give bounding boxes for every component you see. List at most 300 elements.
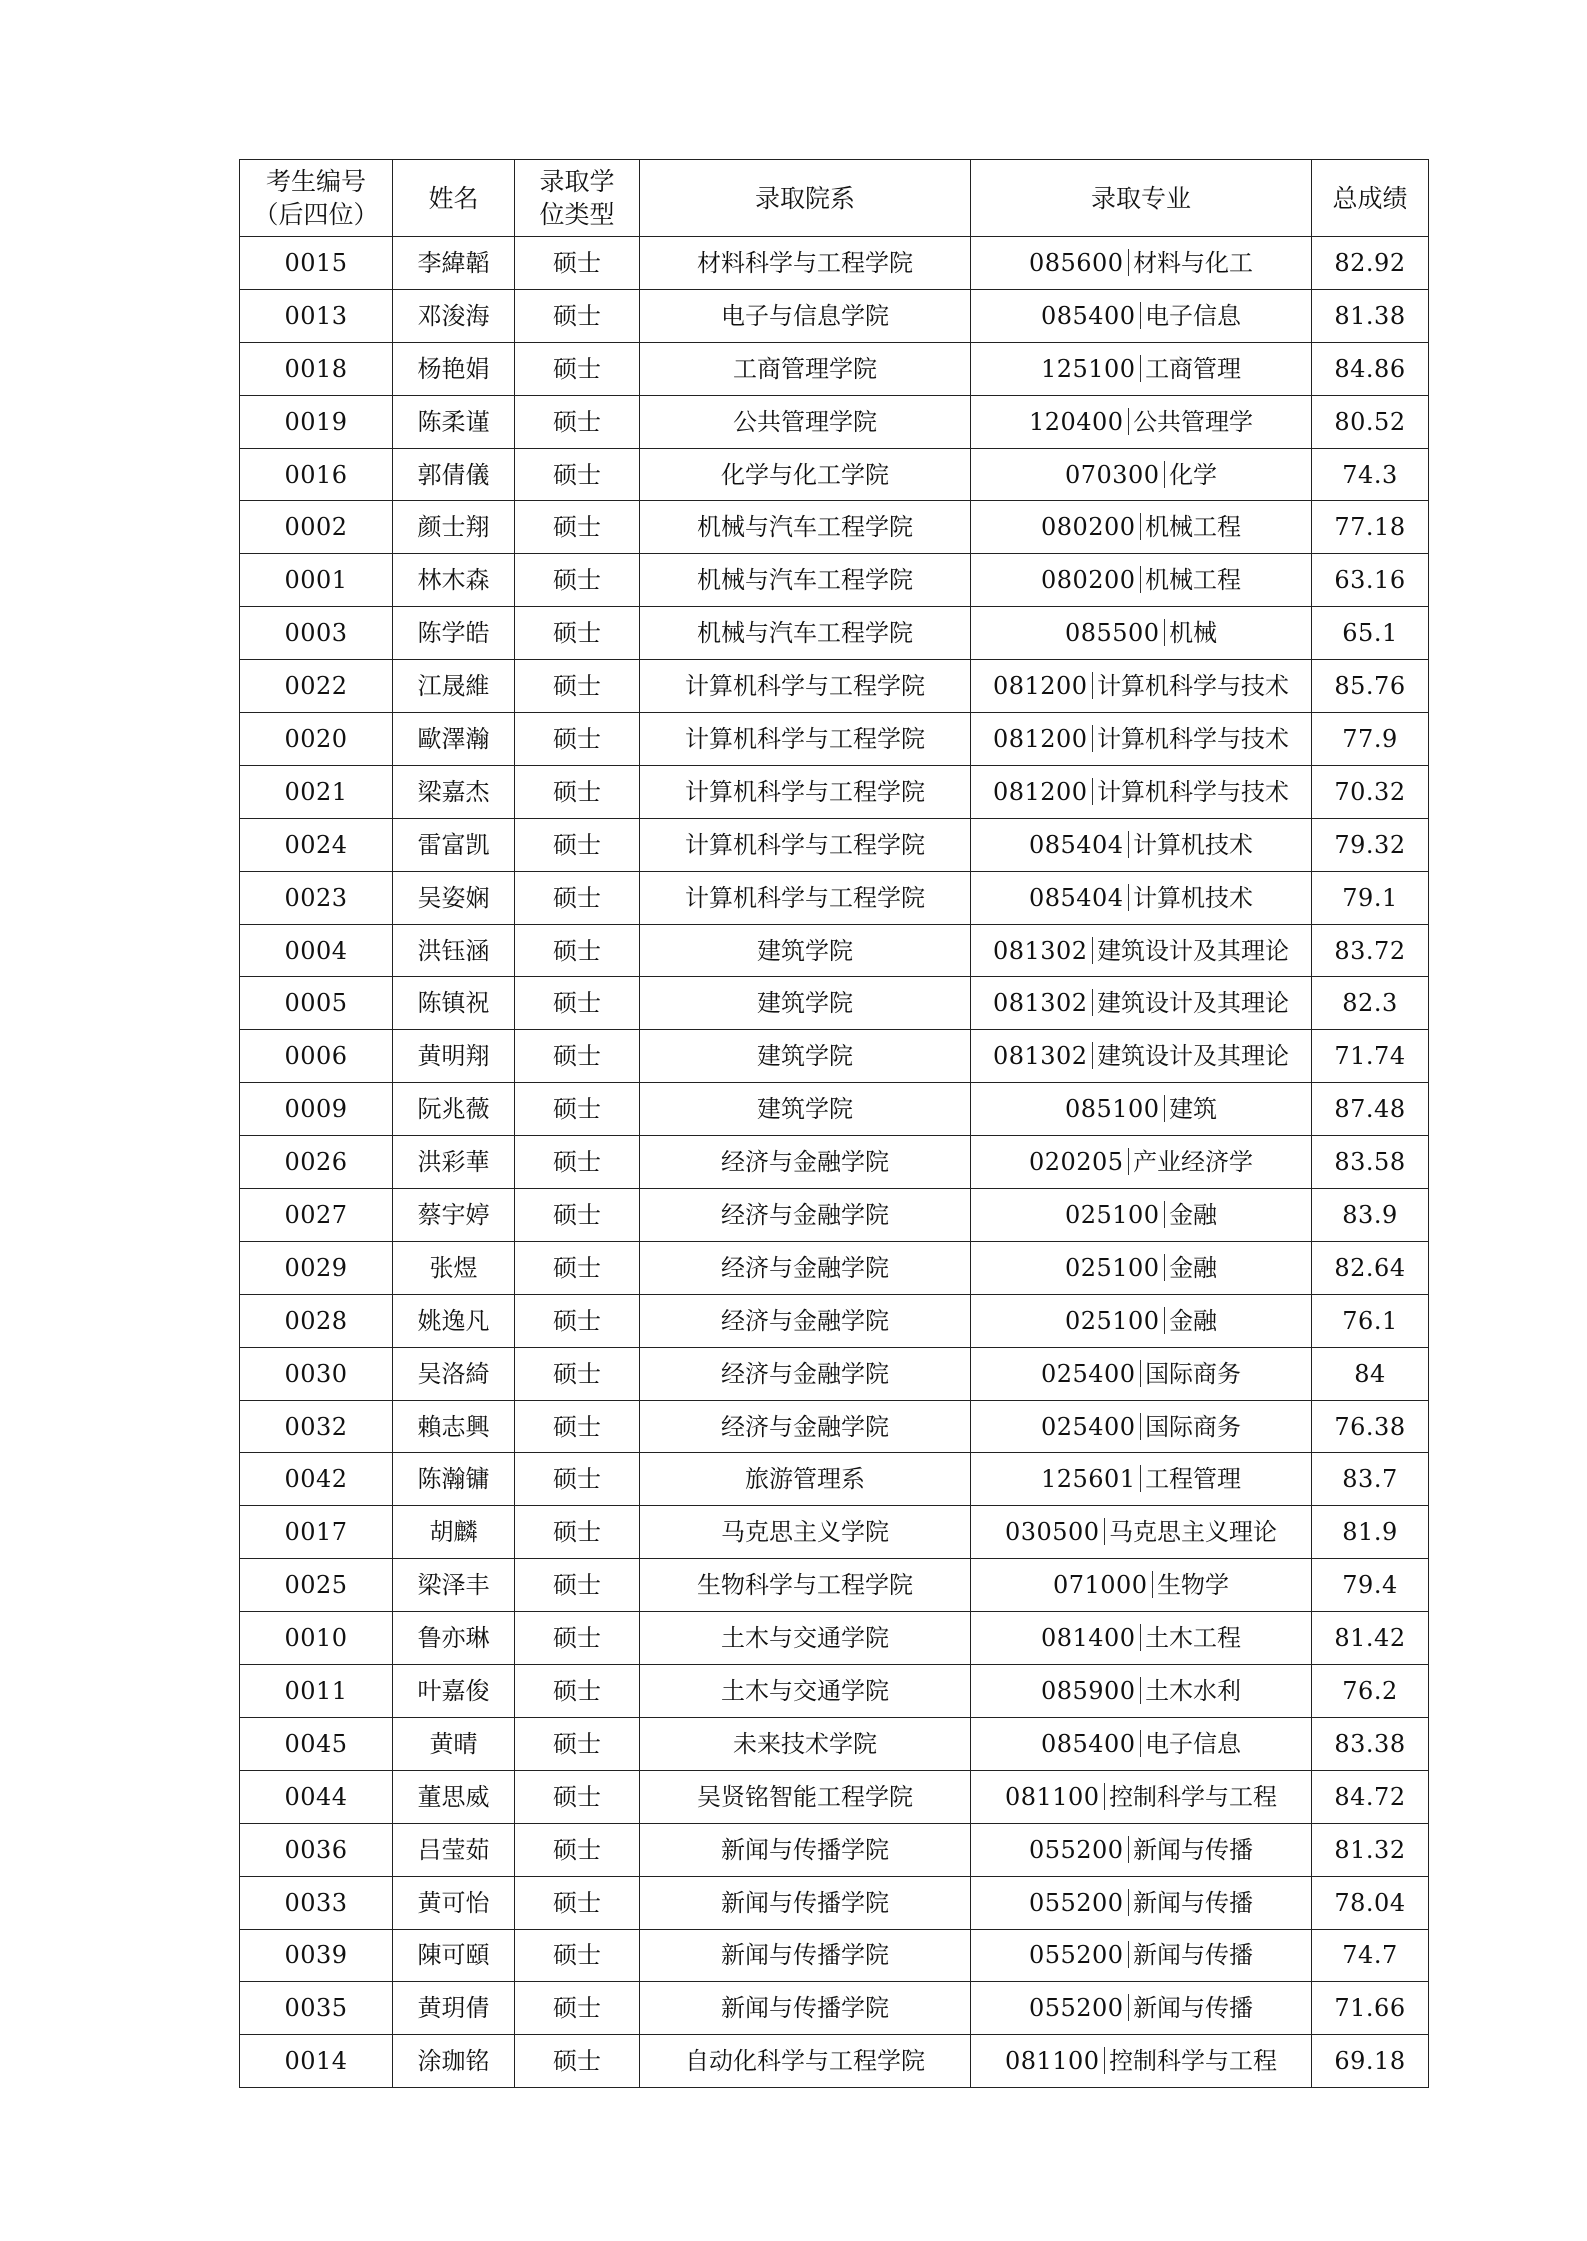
major-name: 计算机技术 bbox=[1133, 883, 1254, 912]
table-row bbox=[240, 660, 1429, 713]
major-cell bbox=[971, 1876, 1312, 1929]
major-code: 055200 bbox=[1028, 1835, 1124, 1864]
name-cell: 蔡宇婷 bbox=[393, 1189, 515, 1242]
name-cell: 郭倩儀 bbox=[393, 448, 515, 501]
name-cell: 歐澤瀚 bbox=[393, 713, 515, 766]
total-score-cell: 71.66 bbox=[1312, 1982, 1429, 2035]
major-separator bbox=[1140, 566, 1142, 593]
major-cell bbox=[971, 1665, 1312, 1718]
candidate-id-cell: 0006 bbox=[240, 1030, 393, 1083]
table-body bbox=[240, 237, 1429, 2088]
name-cell: 胡麟 bbox=[393, 1506, 515, 1559]
department-cell: 生物科学与工程学院 bbox=[640, 1559, 971, 1612]
degree-type-cell: 硕士 bbox=[515, 1030, 640, 1083]
major-code: 081302 bbox=[992, 1042, 1088, 1071]
major-code: 081200 bbox=[992, 777, 1088, 806]
name-cell: 阮兆薇 bbox=[393, 1083, 515, 1136]
major-name: 建筑设计及其理论 bbox=[1097, 936, 1290, 965]
major-separator bbox=[1128, 1148, 1130, 1175]
name-cell: 吴洛綺 bbox=[393, 1347, 515, 1400]
major-name: 金融 bbox=[1169, 1306, 1218, 1335]
major-separator bbox=[1128, 831, 1130, 858]
degree-type-cell: 硕士 bbox=[515, 1559, 640, 1612]
degree-type-cell: 硕士 bbox=[515, 977, 640, 1030]
degree-type-cell: 硕士 bbox=[515, 660, 640, 713]
name-cell: 陳可頤 bbox=[393, 1929, 515, 1982]
degree-type-cell: 硕士 bbox=[515, 1929, 640, 1982]
degree-type-cell: 硕士 bbox=[515, 1136, 640, 1189]
major-separator bbox=[1140, 1465, 1142, 1492]
admission-table bbox=[239, 159, 1429, 2088]
candidate-id-cell: 0020 bbox=[240, 713, 393, 766]
name-cell: 张煜 bbox=[393, 1241, 515, 1294]
candidate-id-cell: 0004 bbox=[240, 924, 393, 977]
major-cell bbox=[971, 1559, 1312, 1612]
candidate-id-cell: 0030 bbox=[240, 1347, 393, 1400]
candidate-id-cell: 0033 bbox=[240, 1876, 393, 1929]
name-cell: 陈镇祝 bbox=[393, 977, 515, 1030]
table-row bbox=[240, 289, 1429, 342]
candidate-id-cell: 0032 bbox=[240, 1400, 393, 1453]
major-cell bbox=[971, 1929, 1312, 1982]
degree-type-cell: 硕士 bbox=[515, 395, 640, 448]
name-cell: 涂珈铭 bbox=[393, 2035, 515, 2088]
candidate-id-cell: 0010 bbox=[240, 1612, 393, 1665]
table-row bbox=[240, 871, 1429, 924]
major-code: 055200 bbox=[1028, 1941, 1124, 1970]
major-separator bbox=[1128, 249, 1130, 276]
table-row bbox=[240, 1665, 1429, 1718]
candidate-id-cell: 0009 bbox=[240, 1083, 393, 1136]
major-separator bbox=[1128, 1836, 1130, 1863]
table-row bbox=[240, 342, 1429, 395]
major-code: 085100 bbox=[1064, 1095, 1160, 1124]
department-cell: 经济与金融学院 bbox=[640, 1347, 971, 1400]
header-total-score: 总成绩 bbox=[1312, 160, 1429, 237]
name-cell: 江晟維 bbox=[393, 660, 515, 713]
table-row bbox=[240, 1823, 1429, 1876]
major-separator bbox=[1140, 1624, 1142, 1651]
name-cell: 黄可怡 bbox=[393, 1876, 515, 1929]
major-cell bbox=[971, 289, 1312, 342]
major-name: 建筑设计及其理论 bbox=[1097, 1042, 1290, 1071]
candidate-id-cell: 0042 bbox=[240, 1453, 393, 1506]
major-name: 新闻与传播 bbox=[1133, 1888, 1254, 1917]
major-name: 工商管理 bbox=[1145, 354, 1242, 383]
header-degree-type-line1: 录取学 bbox=[539, 167, 615, 196]
major-code: 085600 bbox=[1028, 248, 1124, 277]
major-name: 计算机科学与技术 bbox=[1097, 777, 1290, 806]
major-name: 产业经济学 bbox=[1133, 1148, 1254, 1177]
major-code: 081100 bbox=[1004, 2047, 1100, 2076]
major-separator bbox=[1104, 2047, 1106, 2074]
major-cell bbox=[971, 1294, 1312, 1347]
major-code: 085400 bbox=[1040, 1729, 1136, 1758]
candidate-id-cell: 0001 bbox=[240, 554, 393, 607]
table-row bbox=[240, 1030, 1429, 1083]
department-cell: 计算机科学与工程学院 bbox=[640, 765, 971, 818]
major-cell bbox=[971, 607, 1312, 660]
table-row bbox=[240, 1929, 1429, 1982]
major-separator bbox=[1140, 302, 1142, 329]
major-cell bbox=[971, 1823, 1312, 1876]
name-cell: 洪钰涵 bbox=[393, 924, 515, 977]
degree-type-cell: 硕士 bbox=[515, 501, 640, 554]
department-cell: 计算机科学与工程学院 bbox=[640, 713, 971, 766]
candidate-id-cell: 0036 bbox=[240, 1823, 393, 1876]
department-cell: 吴贤铭智能工程学院 bbox=[640, 1770, 971, 1823]
name-cell: 邓浚海 bbox=[393, 289, 515, 342]
major-code: 070300 bbox=[1064, 460, 1160, 489]
candidate-id-cell: 0016 bbox=[240, 448, 393, 501]
major-name: 新闻与传播 bbox=[1133, 1835, 1254, 1864]
major-separator bbox=[1128, 1994, 1130, 2021]
name-cell: 黄玥倩 bbox=[393, 1982, 515, 2035]
major-name: 公共管理学 bbox=[1133, 407, 1254, 436]
major-cell bbox=[971, 1506, 1312, 1559]
table-row bbox=[240, 713, 1429, 766]
candidate-id-cell: 0003 bbox=[240, 607, 393, 660]
degree-type-cell: 硕士 bbox=[515, 554, 640, 607]
major-cell bbox=[971, 1083, 1312, 1136]
name-cell: 李緯韜 bbox=[393, 237, 515, 290]
name-cell: 雷富凯 bbox=[393, 818, 515, 871]
major-name: 新闻与传播 bbox=[1133, 1994, 1254, 2023]
header-row bbox=[240, 160, 1429, 237]
degree-type-cell: 硕士 bbox=[515, 2035, 640, 2088]
total-score-cell: 83.72 bbox=[1312, 924, 1429, 977]
degree-type-cell: 硕士 bbox=[515, 448, 640, 501]
degree-type-cell: 硕士 bbox=[515, 871, 640, 924]
major-cell bbox=[971, 1189, 1312, 1242]
department-cell: 新闻与传播学院 bbox=[640, 1876, 971, 1929]
department-cell: 经济与金融学院 bbox=[640, 1241, 971, 1294]
major-separator bbox=[1128, 1889, 1130, 1916]
table-row bbox=[240, 395, 1429, 448]
major-name: 计算机科学与技术 bbox=[1097, 724, 1290, 753]
total-score-cell: 84 bbox=[1312, 1347, 1429, 1400]
degree-type-cell: 硕士 bbox=[515, 765, 640, 818]
degree-type-cell: 硕士 bbox=[515, 713, 640, 766]
major-name: 金融 bbox=[1169, 1200, 1218, 1229]
major-name: 新闻与传播 bbox=[1133, 1941, 1254, 1970]
department-cell: 未来技术学院 bbox=[640, 1717, 971, 1770]
name-cell: 吕莹茹 bbox=[393, 1823, 515, 1876]
degree-type-cell: 硕士 bbox=[515, 924, 640, 977]
degree-type-cell: 硕士 bbox=[515, 1083, 640, 1136]
major-separator bbox=[1092, 725, 1094, 752]
degree-type-cell: 硕士 bbox=[515, 1612, 640, 1665]
major-cell bbox=[971, 1453, 1312, 1506]
total-score-cell: 81.9 bbox=[1312, 1506, 1429, 1559]
table-row bbox=[240, 1083, 1429, 1136]
department-cell: 旅游管理系 bbox=[640, 1453, 971, 1506]
total-score-cell: 71.74 bbox=[1312, 1030, 1429, 1083]
table-row bbox=[240, 1506, 1429, 1559]
header-degree-type-line2: 位类型 bbox=[539, 200, 615, 229]
department-cell: 土木与交通学院 bbox=[640, 1612, 971, 1665]
major-separator bbox=[1140, 1730, 1142, 1757]
major-cell bbox=[971, 1030, 1312, 1083]
major-separator bbox=[1164, 461, 1166, 488]
major-separator bbox=[1164, 1095, 1166, 1122]
major-separator bbox=[1092, 937, 1094, 964]
candidate-id-cell: 0026 bbox=[240, 1136, 393, 1189]
department-cell: 公共管理学院 bbox=[640, 395, 971, 448]
name-cell: 颜士翔 bbox=[393, 501, 515, 554]
major-name: 计算机科学与技术 bbox=[1097, 672, 1290, 701]
degree-type-cell: 硕士 bbox=[515, 1982, 640, 2035]
major-code: 025100 bbox=[1064, 1200, 1160, 1229]
candidate-id-cell: 0044 bbox=[240, 1770, 393, 1823]
major-separator bbox=[1104, 1518, 1106, 1545]
major-cell bbox=[971, 2035, 1312, 2088]
department-cell: 机械与汽车工程学院 bbox=[640, 607, 971, 660]
candidate-id-cell: 0027 bbox=[240, 1189, 393, 1242]
major-separator bbox=[1128, 408, 1130, 435]
department-cell: 建筑学院 bbox=[640, 1083, 971, 1136]
total-score-cell: 79.32 bbox=[1312, 818, 1429, 871]
major-separator bbox=[1152, 1571, 1154, 1598]
major-code: 025400 bbox=[1040, 1412, 1136, 1441]
table-row bbox=[240, 1294, 1429, 1347]
degree-type-cell: 硕士 bbox=[515, 1294, 640, 1347]
total-score-cell: 83.9 bbox=[1312, 1189, 1429, 1242]
major-code: 120400 bbox=[1028, 407, 1124, 436]
major-name: 电子信息 bbox=[1145, 1729, 1242, 1758]
table-row bbox=[240, 607, 1429, 660]
major-name: 马克思主义理论 bbox=[1109, 1518, 1278, 1547]
degree-type-cell: 硕士 bbox=[515, 289, 640, 342]
degree-type-cell: 硕士 bbox=[515, 1400, 640, 1453]
major-name: 机械工程 bbox=[1145, 566, 1242, 595]
major-code: 125100 bbox=[1040, 354, 1136, 383]
candidate-id-cell: 0045 bbox=[240, 1717, 393, 1770]
major-separator bbox=[1140, 355, 1142, 382]
major-code: 081302 bbox=[992, 989, 1088, 1018]
total-score-cell: 80.52 bbox=[1312, 395, 1429, 448]
total-score-cell: 81.38 bbox=[1312, 289, 1429, 342]
major-code: 071000 bbox=[1052, 1571, 1148, 1600]
major-name: 计算机技术 bbox=[1133, 830, 1254, 859]
major-cell bbox=[971, 1136, 1312, 1189]
candidate-id-cell: 0035 bbox=[240, 1982, 393, 2035]
major-code: 085400 bbox=[1040, 301, 1136, 330]
table-row bbox=[240, 554, 1429, 607]
major-cell bbox=[971, 448, 1312, 501]
department-cell: 计算机科学与工程学院 bbox=[640, 818, 971, 871]
table-header bbox=[240, 160, 1429, 237]
header-candidate-id bbox=[240, 160, 393, 237]
header-name: 姓名 bbox=[393, 160, 515, 237]
major-name: 国际商务 bbox=[1145, 1412, 1242, 1441]
total-score-cell: 74.7 bbox=[1312, 1929, 1429, 1982]
major-code: 025400 bbox=[1040, 1359, 1136, 1388]
department-cell: 自动化科学与工程学院 bbox=[640, 2035, 971, 2088]
table-row bbox=[240, 448, 1429, 501]
name-cell: 鲁亦琳 bbox=[393, 1612, 515, 1665]
major-name: 土木水利 bbox=[1145, 1676, 1242, 1705]
table-row bbox=[240, 1876, 1429, 1929]
degree-type-cell: 硕士 bbox=[515, 237, 640, 290]
major-cell bbox=[971, 660, 1312, 713]
candidate-id-cell: 0022 bbox=[240, 660, 393, 713]
degree-type-cell: 硕士 bbox=[515, 342, 640, 395]
name-cell: 吴姿娴 bbox=[393, 871, 515, 924]
major-code: 081302 bbox=[992, 936, 1088, 965]
total-score-cell: 84.86 bbox=[1312, 342, 1429, 395]
department-cell: 机械与汽车工程学院 bbox=[640, 554, 971, 607]
department-cell: 新闻与传播学院 bbox=[640, 1929, 971, 1982]
total-score-cell: 79.1 bbox=[1312, 871, 1429, 924]
candidate-id-cell: 0039 bbox=[240, 1929, 393, 1982]
total-score-cell: 77.18 bbox=[1312, 501, 1429, 554]
major-code: 055200 bbox=[1028, 1888, 1124, 1917]
major-name: 材料与化工 bbox=[1133, 248, 1254, 277]
department-cell: 电子与信息学院 bbox=[640, 289, 971, 342]
name-cell: 杨艳娟 bbox=[393, 342, 515, 395]
major-cell bbox=[971, 924, 1312, 977]
major-code: 025100 bbox=[1064, 1253, 1160, 1282]
major-separator bbox=[1092, 989, 1094, 1016]
candidate-id-cell: 0024 bbox=[240, 818, 393, 871]
degree-type-cell: 硕士 bbox=[515, 1665, 640, 1718]
major-cell bbox=[971, 501, 1312, 554]
major-separator bbox=[1140, 513, 1142, 540]
table-row bbox=[240, 765, 1429, 818]
candidate-id-cell: 0014 bbox=[240, 2035, 393, 2088]
total-score-cell: 84.72 bbox=[1312, 1770, 1429, 1823]
table-row bbox=[240, 1136, 1429, 1189]
department-cell: 土木与交通学院 bbox=[640, 1665, 971, 1718]
total-score-cell: 83.7 bbox=[1312, 1453, 1429, 1506]
major-code: 085900 bbox=[1040, 1676, 1136, 1705]
degree-type-cell: 硕士 bbox=[515, 1823, 640, 1876]
major-code: 081200 bbox=[992, 672, 1088, 701]
department-cell: 工商管理学院 bbox=[640, 342, 971, 395]
total-score-cell: 78.04 bbox=[1312, 1876, 1429, 1929]
major-code: 055200 bbox=[1028, 1994, 1124, 2023]
table-row bbox=[240, 977, 1429, 1030]
header-degree-type bbox=[515, 160, 640, 237]
major-code: 085404 bbox=[1028, 883, 1124, 912]
table-row bbox=[240, 501, 1429, 554]
major-cell bbox=[971, 977, 1312, 1030]
header-major: 录取专业 bbox=[971, 160, 1312, 237]
total-score-cell: 82.92 bbox=[1312, 237, 1429, 290]
header-department: 录取院系 bbox=[640, 160, 971, 237]
major-cell bbox=[971, 818, 1312, 871]
major-cell bbox=[971, 713, 1312, 766]
major-cell bbox=[971, 554, 1312, 607]
major-cell bbox=[971, 871, 1312, 924]
department-cell: 机械与汽车工程学院 bbox=[640, 501, 971, 554]
major-separator bbox=[1140, 1360, 1142, 1387]
major-name: 工程管理 bbox=[1145, 1465, 1242, 1494]
major-name: 电子信息 bbox=[1145, 301, 1242, 330]
major-name: 化学 bbox=[1169, 460, 1218, 489]
major-code: 025100 bbox=[1064, 1306, 1160, 1335]
major-code: 080200 bbox=[1040, 513, 1136, 542]
candidate-id-cell: 0028 bbox=[240, 1294, 393, 1347]
major-code: 020205 bbox=[1028, 1148, 1124, 1177]
major-name: 土木工程 bbox=[1145, 1624, 1242, 1653]
table-row bbox=[240, 924, 1429, 977]
department-cell: 材料科学与工程学院 bbox=[640, 237, 971, 290]
major-code: 081100 bbox=[1004, 1782, 1100, 1811]
total-score-cell: 82.3 bbox=[1312, 977, 1429, 1030]
name-cell: 董思威 bbox=[393, 1770, 515, 1823]
total-score-cell: 74.3 bbox=[1312, 448, 1429, 501]
degree-type-cell: 硕士 bbox=[515, 1770, 640, 1823]
table-row bbox=[240, 1612, 1429, 1665]
name-cell: 賴志興 bbox=[393, 1400, 515, 1453]
department-cell: 经济与金融学院 bbox=[640, 1400, 971, 1453]
candidate-id-cell: 0013 bbox=[240, 289, 393, 342]
total-score-cell: 76.2 bbox=[1312, 1665, 1429, 1718]
name-cell: 陈学皓 bbox=[393, 607, 515, 660]
total-score-cell: 70.32 bbox=[1312, 765, 1429, 818]
table-row bbox=[240, 1400, 1429, 1453]
total-score-cell: 83.58 bbox=[1312, 1136, 1429, 1189]
name-cell: 洪彩華 bbox=[393, 1136, 515, 1189]
candidate-id-cell: 0005 bbox=[240, 977, 393, 1030]
major-separator bbox=[1140, 1413, 1142, 1440]
candidate-id-cell: 0019 bbox=[240, 395, 393, 448]
degree-type-cell: 硕士 bbox=[515, 1717, 640, 1770]
total-score-cell: 69.18 bbox=[1312, 2035, 1429, 2088]
total-score-cell: 87.48 bbox=[1312, 1083, 1429, 1136]
candidate-id-cell: 0018 bbox=[240, 342, 393, 395]
major-code: 030500 bbox=[1004, 1518, 1100, 1547]
total-score-cell: 83.38 bbox=[1312, 1717, 1429, 1770]
major-code: 125601 bbox=[1040, 1465, 1136, 1494]
major-separator bbox=[1140, 1677, 1142, 1704]
major-separator bbox=[1104, 1783, 1106, 1810]
table-row bbox=[240, 1559, 1429, 1612]
major-cell bbox=[971, 237, 1312, 290]
major-code: 081200 bbox=[992, 724, 1088, 753]
name-cell: 姚逸凡 bbox=[393, 1294, 515, 1347]
department-cell: 经济与金融学院 bbox=[640, 1136, 971, 1189]
major-name: 金融 bbox=[1169, 1253, 1218, 1282]
candidate-id-cell: 0025 bbox=[240, 1559, 393, 1612]
total-score-cell: 85.76 bbox=[1312, 660, 1429, 713]
department-cell: 经济与金融学院 bbox=[640, 1294, 971, 1347]
degree-type-cell: 硕士 bbox=[515, 1876, 640, 1929]
major-cell bbox=[971, 1612, 1312, 1665]
name-cell: 林木森 bbox=[393, 554, 515, 607]
major-cell bbox=[971, 1400, 1312, 1453]
candidate-id-cell: 0017 bbox=[240, 1506, 393, 1559]
major-name: 建筑 bbox=[1169, 1095, 1218, 1124]
major-cell bbox=[971, 1982, 1312, 2035]
major-separator bbox=[1164, 1201, 1166, 1228]
table-row bbox=[240, 237, 1429, 290]
candidate-id-cell: 0002 bbox=[240, 501, 393, 554]
major-separator bbox=[1164, 619, 1166, 646]
name-cell: 陈柔谨 bbox=[393, 395, 515, 448]
table-row bbox=[240, 1453, 1429, 1506]
table-row bbox=[240, 818, 1429, 871]
major-code: 085500 bbox=[1064, 619, 1160, 648]
major-code: 080200 bbox=[1040, 566, 1136, 595]
major-name: 国际商务 bbox=[1145, 1359, 1242, 1388]
name-cell: 陈瀚镛 bbox=[393, 1453, 515, 1506]
major-separator bbox=[1128, 884, 1130, 911]
major-separator bbox=[1092, 778, 1094, 805]
table-row bbox=[240, 1189, 1429, 1242]
